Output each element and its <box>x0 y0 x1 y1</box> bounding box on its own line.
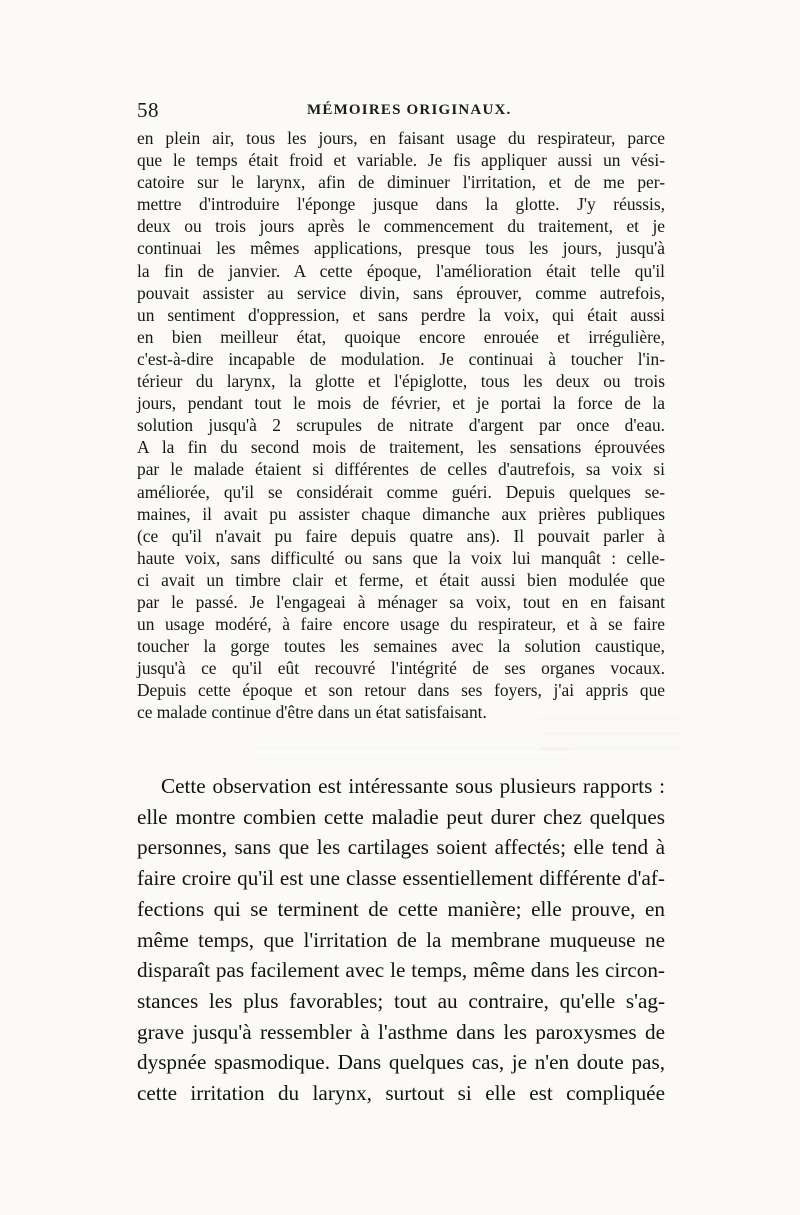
text-line: continuai les mêmes applications, presque tous les jours, jusqu'à <box>137 238 665 259</box>
text-line: A la fin du second mois de traitement, les sensations éprouvées <box>137 437 665 458</box>
text-line: fections qui se terminent de cette manière; elle prouve, en <box>137 896 665 921</box>
text-line: stances les plus favorables; tout au contraire, qu'elle s'ag- <box>137 988 665 1013</box>
page-number: 58 <box>137 98 159 122</box>
text-line: faire croire qu'il est une classe essentiellement différente d'af- <box>137 866 665 891</box>
text-line: toucher la gorge toutes les semaines avec la solution caustique, <box>137 636 665 657</box>
text-line: maines, il avait pu assister chaque dimanche aux prières publiques <box>137 503 665 524</box>
text-line: jusqu'à ce qu'il eût recouvré l'intégrité de ses organes vocaux. <box>137 658 665 679</box>
text-line: par le passé. Je l'engageai à ménager sa voix, tout en en faisant <box>137 591 665 612</box>
body-paragraph-small <box>137 127 665 724</box>
text-line: dyspnée spasmodique. Dans quelques cas, je n'en doute pas, <box>137 1050 665 1075</box>
text-line: par le malade étaient si différentes de celles d'autrefois, sa voix si <box>137 459 665 480</box>
text-line: en bien meilleur état, quoique encore enrouée et irrégulière, <box>137 326 665 347</box>
show-through-bleed <box>250 742 570 764</box>
text-line: (ce qu'il n'avait pu faire depuis quatre ans). Il pouvait parler à <box>137 525 665 546</box>
text-line: Depuis cette époque et son retour dans ses foyers, j'ai appris que <box>137 680 665 701</box>
text-line: mettre d'introduire l'éponge jusque dans la glotte. J'y réussis, <box>137 194 665 215</box>
text-line: cette irritation du larynx, surtout si elle est compliquée <box>137 1081 665 1106</box>
text-line: même temps, que l'irritation de la membrane muqueuse ne <box>137 927 665 952</box>
text-line: térieur du larynx, la glotte et l'épiglotte, tous les deux ou trois <box>137 371 665 392</box>
text-line: que le temps était froid et variable. Je fis appliquer aussi un vési- <box>137 150 665 171</box>
text-line: pouvait assister au service divin, sans éprouver, comme autrefois, <box>137 282 665 303</box>
text-line: solution jusqu'à 2 scrupules de nitrate d'argent par once d'eau. <box>137 415 665 436</box>
text-line: ci avait un timbre clair et ferme, et était aussi bien modulée que <box>137 569 665 590</box>
text-line: en plein air, tous les jours, en faisant usage du respirateur, parce <box>137 128 665 148</box>
text-line: c'est-à-dire incapable de modulation. Je continuai à toucher l'in- <box>137 348 665 369</box>
text-line: catoire sur le larynx, afin de diminuer l'irritation, et de me per- <box>137 172 665 193</box>
text-line: elle montre combien cette maladie peut durer chez quelques <box>137 804 665 829</box>
text-line: améliorée, qu'il se considérait comme guéri. Depuis quelques se- <box>137 481 665 502</box>
text-line: un sentiment d'oppression, et sans perdre la voix, qui était aussi <box>137 304 665 325</box>
body-paragraph-large <box>137 771 665 1109</box>
text-line: ce malade continue d'être dans un état satisfaisant. <box>137 702 487 723</box>
text-line: la fin de janvier. A cette époque, l'amélioration était telle qu'il <box>137 260 665 281</box>
running-head <box>137 98 667 128</box>
text-line: personnes, sans que les cartilages soient affectés; elle tend à <box>137 835 665 860</box>
text-line: grave jusqu'à ressembler à l'asthme dans les paroxysmes de <box>137 1019 665 1044</box>
text-line: jours, pendant tout le mois de février, et je portai la force de la <box>137 393 665 414</box>
running-title: MÉMOIRES ORIGINAUX. <box>307 102 512 118</box>
text-line: deux ou trois jours après le commencement du traitement, et je <box>137 216 665 237</box>
text-line: un usage modéré, à faire encore usage du respirateur, et à se faire <box>137 614 665 635</box>
text-line: haute voix, sans difficulté ou sans que la voix lui manquât : celle- <box>137 547 665 568</box>
text-line: disparaît pas facilement avec le temps, même dans les circon- <box>137 958 665 983</box>
text-line: Cette observation est intéressante sous plusieurs rapports : <box>161 774 665 798</box>
